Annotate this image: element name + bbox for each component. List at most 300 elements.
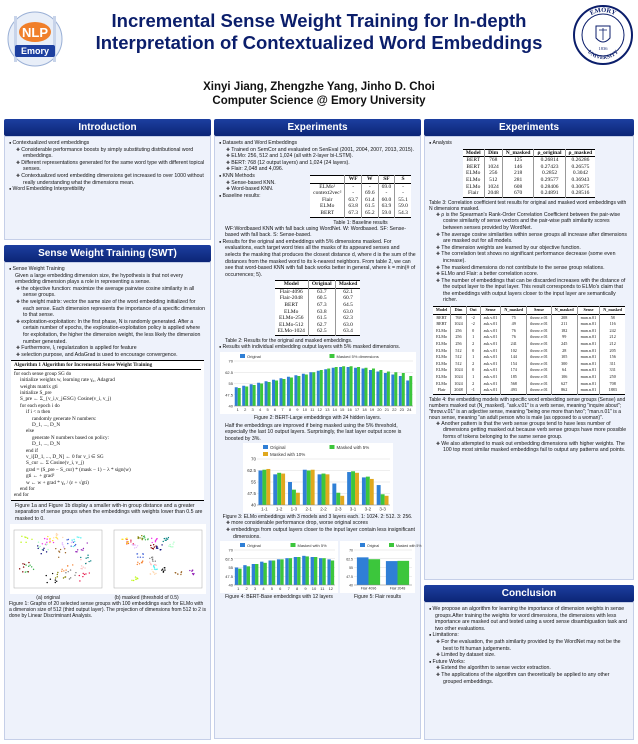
table-cell: 300 bbox=[551, 361, 577, 368]
analysis-sub-bullet: ❖ The masked dimensions do not contribute to the sense group relations. bbox=[443, 265, 629, 272]
conclusion-bullet: ● We propose an algorithm for learning the importance of dimension weights in sense groups.After training the weights for word dimensions, the dimensions with less importance are masked out and tested using a word sense disambiguation task and two other evaluations. bbox=[435, 606, 629, 632]
x-tick-label: 3 bbox=[251, 406, 254, 412]
scatter-point bbox=[126, 541, 127, 542]
scatter-point bbox=[144, 537, 145, 538]
bar bbox=[252, 385, 255, 406]
table-row bbox=[463, 164, 596, 171]
x-tick-label: 17 bbox=[354, 406, 359, 412]
scatter-point bbox=[137, 561, 138, 562]
table-cell: 311 bbox=[600, 361, 625, 368]
scatter-point bbox=[56, 573, 57, 574]
figure5-flair-chart bbox=[340, 541, 422, 593]
table-cell: ELMo bbox=[436, 354, 448, 360]
bar bbox=[249, 384, 252, 406]
swt-body bbox=[4, 262, 211, 740]
scatter-point bbox=[161, 568, 162, 569]
table-header-cell: N_masked bbox=[502, 149, 534, 157]
scatter-point bbox=[41, 543, 42, 544]
bar bbox=[394, 372, 397, 406]
scatter-point bbox=[133, 547, 134, 548]
figure1-scatter-plots bbox=[10, 524, 206, 594]
table-cell: 242 bbox=[600, 328, 625, 335]
scatter-point bbox=[168, 545, 169, 546]
table-cell: 64.5 bbox=[335, 302, 360, 309]
algorithm-line: end for bbox=[14, 492, 29, 499]
scatter-point bbox=[162, 540, 163, 541]
scatter-point bbox=[85, 557, 86, 558]
table-header-cell: Model bbox=[283, 281, 299, 288]
bar bbox=[386, 371, 389, 406]
table-row bbox=[433, 321, 625, 328]
analysis-sub-bullet: ❖ The dimension weights are learned by our objective function. bbox=[443, 245, 629, 252]
table-cell: man.n.01 bbox=[577, 328, 600, 335]
x-tick-label: 8 bbox=[288, 406, 291, 412]
bar bbox=[351, 472, 355, 506]
x-tick-label: 16 bbox=[346, 406, 352, 412]
scatter-point bbox=[22, 566, 23, 567]
x-tick-label: 9 bbox=[304, 586, 307, 592]
table-cell: Flair bbox=[322, 196, 333, 203]
scatter-point bbox=[62, 545, 63, 546]
table-cell: ask.v.01 bbox=[480, 348, 501, 355]
intro-bullet: ● Contextualized word embeddings bbox=[15, 140, 206, 147]
bar bbox=[235, 568, 238, 586]
introduction-body bbox=[4, 136, 211, 240]
scatter-point bbox=[131, 579, 132, 580]
scatter-point bbox=[191, 569, 192, 570]
x-tick-label: 3-2 bbox=[364, 506, 371, 512]
analysis-sub-bullet: ❖ The average cosine similarities within sense groups all increase after dimensions are masked out for all models. bbox=[443, 232, 629, 245]
x-tick-label: 8 bbox=[296, 586, 299, 592]
scatter-point bbox=[126, 538, 127, 539]
scatter-point bbox=[155, 572, 156, 573]
y-tick-label: 62.5 bbox=[346, 557, 353, 562]
column-2 bbox=[214, 119, 421, 739]
table-cell: 2048 bbox=[451, 387, 466, 394]
table-row bbox=[433, 334, 625, 341]
table-cell: man.n.01 bbox=[577, 367, 600, 374]
table-cell: ELMo bbox=[436, 380, 448, 386]
x-tick-label: Flair 4096 bbox=[360, 586, 377, 591]
scatter-point bbox=[150, 544, 151, 545]
scatter-point bbox=[86, 542, 87, 543]
exp-sub-bullet: ❖ Word-based KNN. bbox=[233, 186, 305, 193]
bar bbox=[245, 386, 248, 406]
table-row bbox=[463, 177, 596, 184]
table-cell: 0.2852 bbox=[534, 170, 565, 177]
scatter-point bbox=[152, 544, 153, 545]
table-cell: 105 bbox=[551, 354, 577, 361]
scatter-point bbox=[57, 571, 58, 572]
bar bbox=[371, 368, 374, 406]
scatter-point bbox=[73, 540, 74, 541]
algorithm-line: end if bbox=[26, 447, 38, 454]
legend-label: Masked with 10% bbox=[269, 452, 305, 458]
x-tick-label: 6 bbox=[279, 586, 282, 592]
scatter-point bbox=[66, 565, 67, 566]
table-cell: throw.v.01 bbox=[527, 387, 552, 394]
table-header-cell: ρ_original bbox=[534, 149, 565, 157]
table-cell: ask.v.01 bbox=[480, 374, 501, 381]
bar bbox=[289, 377, 292, 406]
table-cell: 63.0 bbox=[335, 322, 360, 329]
scatter-point bbox=[59, 548, 60, 549]
scatter-point bbox=[180, 573, 181, 574]
table-cell: man.n.01 bbox=[577, 374, 600, 381]
seal-year: 1836 bbox=[598, 46, 608, 51]
bar bbox=[312, 372, 315, 406]
exp-sub-bullet: ❖ ELMo: 256, 512 and 1,024 (all with 2-layer bi-LSTM). bbox=[233, 153, 416, 160]
table-cell: 154 bbox=[501, 361, 527, 368]
scatter-point bbox=[67, 538, 68, 539]
table-cell: 76 bbox=[501, 328, 527, 335]
scatter-point bbox=[37, 541, 38, 542]
scatter-point bbox=[32, 568, 33, 569]
x-tick-label: 10 bbox=[302, 406, 307, 412]
scatter-point bbox=[151, 568, 152, 569]
table-cell: 250 bbox=[600, 374, 625, 381]
table-cell: 2 bbox=[466, 341, 480, 348]
bar bbox=[386, 561, 398, 585]
scatter-point bbox=[57, 538, 58, 539]
intro-sub-bullet: ❖ Considerable performance boosts by simply substituting distributional word embeddings. bbox=[23, 147, 206, 160]
bar bbox=[391, 374, 394, 406]
table-cell: 76 bbox=[501, 334, 527, 341]
bar bbox=[361, 368, 364, 406]
table-cell: ELMo bbox=[466, 176, 481, 183]
table-cell: 69.0 bbox=[378, 183, 395, 190]
table-cell: throw.v.01 bbox=[527, 334, 552, 341]
conclusion-heading: Conclusion bbox=[424, 585, 634, 602]
scatter-point bbox=[55, 535, 56, 536]
scatter-point bbox=[138, 563, 139, 564]
bar bbox=[247, 567, 250, 586]
table-cell: man.n.01 bbox=[577, 321, 600, 328]
exp-bullet: ● Datasets and Word Embeddings bbox=[225, 140, 416, 147]
table-cell: - bbox=[361, 183, 378, 190]
swt-heading: Sense Weight Training (SWT) bbox=[4, 245, 211, 262]
scatter-point bbox=[64, 552, 65, 553]
table-cell: 212 bbox=[600, 341, 625, 348]
table-cell: ELMo bbox=[436, 334, 448, 340]
experiments-body bbox=[214, 136, 421, 739]
table-row bbox=[310, 190, 411, 197]
table-cell: ask.v.01 bbox=[480, 381, 501, 388]
conclusion-sub-bullet: ❖ Extend the algorithm to sense vector extraction. bbox=[443, 665, 629, 672]
bar bbox=[398, 376, 401, 406]
y-tick-label: 70 bbox=[349, 548, 353, 553]
table-cell: 208 bbox=[551, 314, 577, 321]
bar bbox=[301, 373, 304, 405]
table-cell: ELMo-512 bbox=[279, 321, 304, 328]
scatter-point bbox=[64, 548, 65, 549]
figure2-bert-large-chart bbox=[220, 352, 416, 414]
bar bbox=[355, 473, 359, 505]
x-tick-label: 2 bbox=[243, 406, 246, 412]
scatter-point bbox=[20, 541, 21, 542]
bar bbox=[304, 374, 307, 406]
algorithm-line: initialize weights w, learning rate γ₀, Adagrad bbox=[20, 377, 115, 384]
bar bbox=[297, 376, 300, 406]
table-header-cell: N_masked bbox=[551, 307, 577, 315]
analysis-bullet: ● Analysis bbox=[435, 140, 629, 147]
algorithm-line: S_cur ← Σ Cosine(v_i, v_j) bbox=[26, 460, 84, 467]
bar bbox=[339, 367, 342, 406]
scatter-point bbox=[30, 566, 31, 567]
experiments-analysis-heading: Experiments bbox=[424, 119, 634, 136]
intro-sub-bullet: ❖ Different representations generated for the same word type with different topical senses. bbox=[23, 160, 206, 173]
scatter-point bbox=[164, 569, 165, 570]
analysis-sub-bullet: ❖ ρ is the Spearman's Rank-Order Correlation Coefficient between the pair-wise cosine similarity of sense vectors and the pair-wise path similarity scores between senses provided by WordNet. bbox=[443, 212, 629, 232]
table-cell: BERT bbox=[436, 321, 447, 327]
bar bbox=[269, 561, 272, 586]
bar bbox=[379, 370, 382, 406]
table-cell: 1024 bbox=[484, 184, 502, 191]
bar bbox=[364, 367, 367, 405]
scatter-point bbox=[47, 549, 48, 550]
x-tick-label: 2-2 bbox=[319, 506, 327, 512]
figure2-discussion: Half the embeddings are improved if being masked using the 5% threshold, especially the last 10 output layers. Surprisingly, the last layer output score is boosted by 3%. bbox=[225, 422, 402, 442]
table-cell: 608 bbox=[502, 184, 534, 191]
table-row bbox=[310, 183, 411, 190]
introduction-heading: Introduction bbox=[4, 119, 211, 136]
bar bbox=[347, 472, 351, 505]
bar bbox=[383, 373, 386, 406]
scatter-point bbox=[56, 580, 57, 581]
bar bbox=[262, 470, 266, 505]
y-tick-label: 62.5 bbox=[246, 468, 256, 474]
table-row bbox=[433, 387, 625, 394]
x-tick-label: 12 bbox=[317, 406, 322, 412]
table-row bbox=[463, 184, 596, 191]
scatter-point bbox=[163, 567, 164, 568]
figure3-caption: Figure 3: ELMo embeddings with 3 models and 3 layers each. 1: 1024. 2: 512. 3: 256. bbox=[222, 514, 413, 521]
bar bbox=[258, 471, 262, 506]
table-cell: 512 bbox=[484, 177, 502, 184]
table-cell: - bbox=[395, 190, 411, 197]
scatter-point bbox=[139, 537, 140, 538]
table3-correlation bbox=[463, 149, 596, 198]
algorithm-line: for each epoch i do bbox=[20, 402, 60, 409]
scatter-point bbox=[42, 549, 43, 550]
legend-label: Masked with 5% bbox=[336, 445, 369, 451]
y-tick-label: 47.5 bbox=[225, 573, 233, 579]
table-header-cell: ρ_masked bbox=[565, 149, 595, 157]
scatter-point bbox=[65, 569, 66, 570]
scatter-point bbox=[150, 563, 151, 564]
bar bbox=[334, 367, 337, 406]
scatter-point bbox=[132, 579, 133, 580]
exp-bullet: ● Results for the original and embeddings with 5% dimensions masked. For evaluations, each target word tries all the masks of its appeared senses and selects the masking that produces the closest distance d, where d is the sum of the distances from the masked word to its k-nearest neighbors. From table 2, we can see that word-based KNN with fall back works better in general, where k = min(# of occurrences; 5). bbox=[225, 239, 416, 279]
conclusion-body bbox=[424, 602, 634, 740]
scatter-point bbox=[137, 578, 138, 579]
table-header-cell: N_masked bbox=[501, 307, 527, 315]
x-tick-label: 21 bbox=[384, 406, 389, 412]
legend-swatch bbox=[389, 543, 394, 547]
scatter-point bbox=[159, 549, 160, 550]
table-cell: man.n.01 bbox=[577, 334, 600, 341]
scatter-point bbox=[49, 538, 50, 539]
scatter-point bbox=[62, 536, 63, 537]
bar bbox=[234, 387, 237, 406]
legend-swatch bbox=[360, 543, 365, 547]
table-cell: 0 bbox=[466, 328, 480, 335]
table-cell: throw.v.01 bbox=[527, 341, 552, 348]
scatter-point bbox=[24, 571, 25, 572]
table-cell: ELMo bbox=[436, 327, 448, 333]
table-cell: 1024 bbox=[451, 381, 466, 388]
nlp-logo-text: NLP bbox=[22, 25, 48, 40]
table-row bbox=[275, 295, 361, 302]
bar bbox=[369, 559, 381, 585]
legend-label: Masked with 5% bbox=[297, 543, 327, 549]
scatter-point bbox=[46, 543, 47, 544]
legend-label: Original bbox=[246, 353, 261, 359]
bar bbox=[384, 496, 388, 505]
scatter-point bbox=[51, 572, 52, 573]
table-cell: 174 bbox=[501, 367, 527, 374]
table-header-cell: Dim bbox=[451, 307, 466, 315]
scatter-point bbox=[21, 535, 22, 536]
experiments-heading: Experiments bbox=[214, 119, 421, 136]
exp-sub-bullet: ❖ Sense-based KNN. bbox=[233, 180, 305, 187]
y-tick-label: 55 bbox=[349, 566, 353, 571]
bar bbox=[291, 490, 295, 505]
table-cell: throw.v.01 bbox=[527, 328, 552, 335]
scatter-point bbox=[25, 541, 26, 542]
table-cell: -2 bbox=[466, 321, 480, 328]
scatter-point bbox=[127, 541, 128, 542]
figure2-caption: Figure 2: BERT-Large embeddings with 24 hidden layers. bbox=[254, 414, 381, 421]
scatter-point bbox=[141, 539, 142, 540]
table-cell: Flair-4096 bbox=[279, 288, 303, 295]
x-tick-label: 4 bbox=[258, 406, 261, 412]
bar bbox=[302, 556, 305, 585]
scatter-point bbox=[140, 561, 141, 562]
table-cell: ELMo¹ bbox=[319, 183, 336, 190]
scatter-point bbox=[62, 544, 63, 545]
bar bbox=[302, 470, 306, 505]
exp-bullet: ● KNN Methods bbox=[225, 173, 305, 180]
bar bbox=[331, 367, 334, 405]
table-cell: 60.5 bbox=[308, 295, 335, 302]
algorithm-line: initialize S_pre bbox=[20, 389, 52, 396]
y-tick-label: 70 bbox=[228, 547, 233, 553]
table-cell: BERT bbox=[284, 302, 299, 309]
scatter-point bbox=[87, 554, 88, 555]
scatter-point bbox=[164, 539, 165, 540]
table-cell: 1883 bbox=[600, 387, 625, 394]
table-cell: ask.v.01 bbox=[480, 341, 501, 348]
table-cell: 212 bbox=[600, 334, 625, 341]
nlp-emory-logo bbox=[6, 10, 64, 68]
scatter-point bbox=[135, 546, 136, 547]
table-cell: ELMo bbox=[466, 183, 481, 190]
bar bbox=[286, 376, 289, 405]
bar bbox=[297, 557, 300, 585]
table-cell: Flair bbox=[437, 387, 446, 393]
x-tick-label: 22 bbox=[391, 406, 397, 412]
x-tick-label: 3-1 bbox=[349, 506, 356, 512]
authors-block bbox=[70, 80, 568, 108]
scatter-point bbox=[55, 532, 56, 533]
scatter-point bbox=[29, 564, 30, 565]
algorithm-lines bbox=[14, 371, 201, 499]
figure3-elmo-chart bbox=[243, 443, 393, 513]
table-cell: ask.v.01 bbox=[480, 387, 501, 394]
table-cell: 49 bbox=[501, 321, 527, 328]
table-row bbox=[433, 328, 625, 335]
table-header-cell: Sense bbox=[577, 307, 600, 315]
table-cell: throw.v.01 bbox=[527, 374, 552, 381]
swt-sub-bullet: ❖ the weight matrix: vector the same size of the word embedding initialized for each sense. Each dimension represents the importance of a specific dimension to that sense. bbox=[23, 299, 206, 319]
scatter-point bbox=[72, 545, 73, 546]
scatter-point bbox=[82, 547, 83, 548]
scatter-point bbox=[81, 568, 82, 569]
figure5-caption: Figure 5: Flair results bbox=[354, 594, 401, 601]
intro-sub-bullet: ❖ Contextualized word embedding dimensions get increased to over 1000 without really understanding what the dimensions mean. bbox=[23, 173, 206, 186]
scatter-point bbox=[127, 542, 128, 543]
y-tick-label: 55 bbox=[228, 380, 233, 386]
table-cell: 125 bbox=[502, 157, 534, 164]
table-row bbox=[433, 381, 625, 388]
table-cell: 69.6 bbox=[361, 190, 378, 197]
table-cell: 106 bbox=[551, 374, 577, 381]
bar bbox=[294, 557, 297, 585]
scatter-point bbox=[55, 536, 56, 537]
scatter-point bbox=[163, 538, 164, 539]
legend-swatch bbox=[263, 445, 268, 449]
scatter-point bbox=[135, 578, 136, 579]
scatter-point bbox=[61, 542, 62, 543]
table-row bbox=[275, 322, 361, 329]
scatter-point bbox=[193, 572, 194, 573]
table-header-cell: SF bbox=[378, 175, 395, 183]
table-cell: 862 bbox=[551, 387, 577, 394]
analysis-sub-bullet: ❖ Another pattern is that the verb sense groups tend to have less number of dimensions getting masked out because verb sense groups have more possible forms of tokens belonging to the same sense group. bbox=[443, 421, 629, 441]
scatter-point bbox=[56, 534, 57, 535]
scatter-point bbox=[71, 540, 72, 541]
table-cell: 28 bbox=[551, 348, 577, 355]
scatter-point bbox=[62, 577, 63, 578]
bar bbox=[380, 495, 384, 506]
algorithm-line: w ← w + grad * γ₀ / (ε + √gti) bbox=[26, 479, 89, 486]
analysis-sub-bullet: ❖ The correlation test shows no significant performance decrease (some even increase). bbox=[443, 251, 629, 264]
nlp-logo-sub: Emory bbox=[20, 46, 50, 56]
table-cell: 64 bbox=[551, 367, 577, 374]
bar bbox=[321, 474, 325, 505]
bar bbox=[376, 371, 379, 406]
table-cell: ELMo bbox=[436, 347, 448, 353]
table-row bbox=[433, 348, 625, 355]
x-tick-label: 2-3 bbox=[334, 506, 342, 512]
table1-baseline bbox=[310, 175, 411, 218]
table-header-cell bbox=[310, 175, 345, 183]
legend-swatch bbox=[329, 445, 334, 449]
table4-caption: Table 4: the embedding models with specific word embedding sense groups (Sense) and numbers masked out (N_masked). "ask.v.01" is a verb sense, meaning "inquire about"; "throw.v.01" is an adjective sense, meaning "being one more than two"; "man.n.01" is a noun sense, meaning "an adult person who is male (as opposed to a woman)". bbox=[429, 396, 626, 421]
scatter-point bbox=[80, 559, 81, 560]
analysis-sub-bullet: ❖ The number of embeddings that can be discarded increases with the distance of the output layer to the input layer. This result corresponds to ELMo's claim that the embeddings with output layers closer to the input layer are semantically richer. bbox=[443, 278, 629, 304]
x-tick-label: 9 bbox=[295, 406, 299, 412]
bar bbox=[281, 474, 285, 505]
table-cell: 63.0 bbox=[335, 309, 360, 316]
scatter-point bbox=[75, 551, 76, 552]
table-cell: ask.v.01 bbox=[480, 361, 501, 368]
bar bbox=[357, 367, 360, 406]
x-tick-label: 5 bbox=[270, 586, 273, 592]
table-cell: -2 bbox=[466, 314, 480, 321]
x-tick-label: 1-3 bbox=[290, 506, 297, 512]
